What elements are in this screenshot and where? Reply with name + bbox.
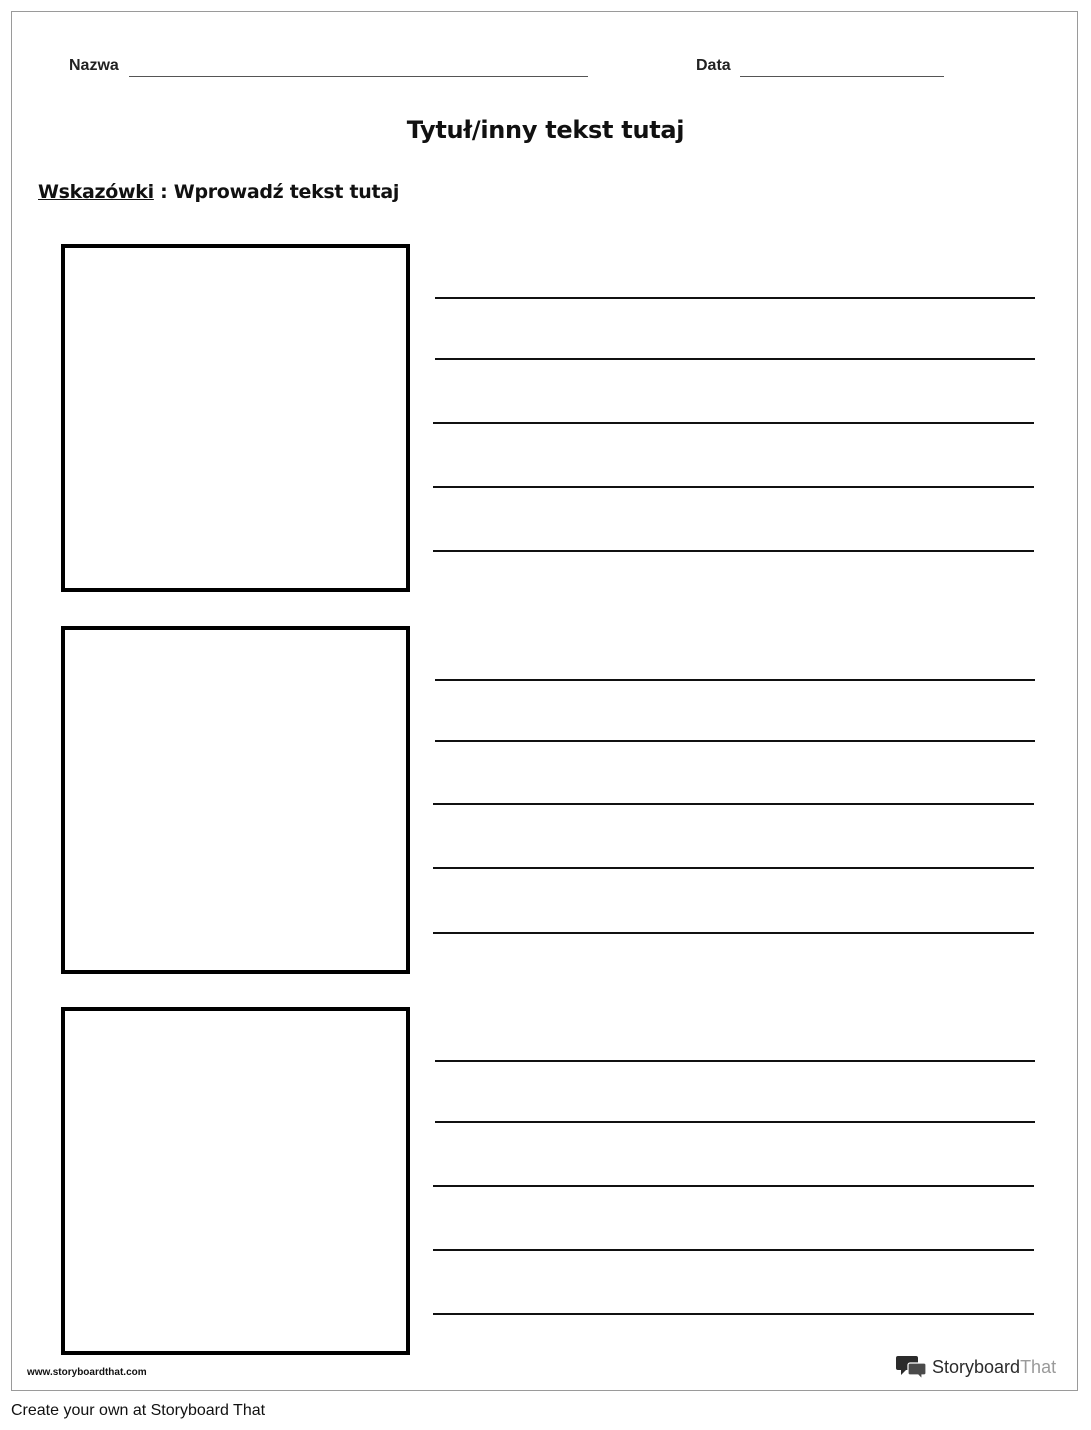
directions-text: Wprowadź tekst tutaj [173,181,400,203]
writing-line [433,1313,1034,1315]
writing-line [433,1185,1034,1187]
date-line [740,76,944,77]
brand-that-text: That [1020,1356,1057,1377]
directions-separator: : [153,181,174,203]
date-label: Data [696,57,731,74]
image-box-2 [61,626,410,974]
worksheet-title: Tytuł/inny tekst tutaj [406,116,685,144]
writing-line [433,422,1034,424]
directions [38,181,399,203]
writing-line [435,740,1035,742]
writing-line [435,679,1035,681]
writing-line [433,867,1034,869]
writing-line [433,486,1034,488]
footer-url: www.storyboardthat.com [27,1367,147,1378]
writing-line [433,550,1034,552]
writing-line [433,932,1034,934]
directions-label: Wskazówki [38,181,154,203]
speech-bubbles-icon [896,1354,928,1380]
writing-line [433,1249,1034,1251]
writing-line [435,297,1035,299]
brand-story-text: Storyboard [932,1356,1021,1377]
writing-line [435,358,1035,360]
writing-line [433,803,1034,805]
writing-line [435,1121,1035,1123]
writing-line [435,1060,1035,1062]
image-box-1 [61,244,410,592]
name-label: Nazwa [69,57,119,74]
name-line [129,76,588,77]
image-box-3 [61,1007,410,1355]
storyboardthat-logo [896,1354,1056,1380]
create-your-own-caption[interactable]: Create your own at Storyboard That [11,1402,266,1419]
